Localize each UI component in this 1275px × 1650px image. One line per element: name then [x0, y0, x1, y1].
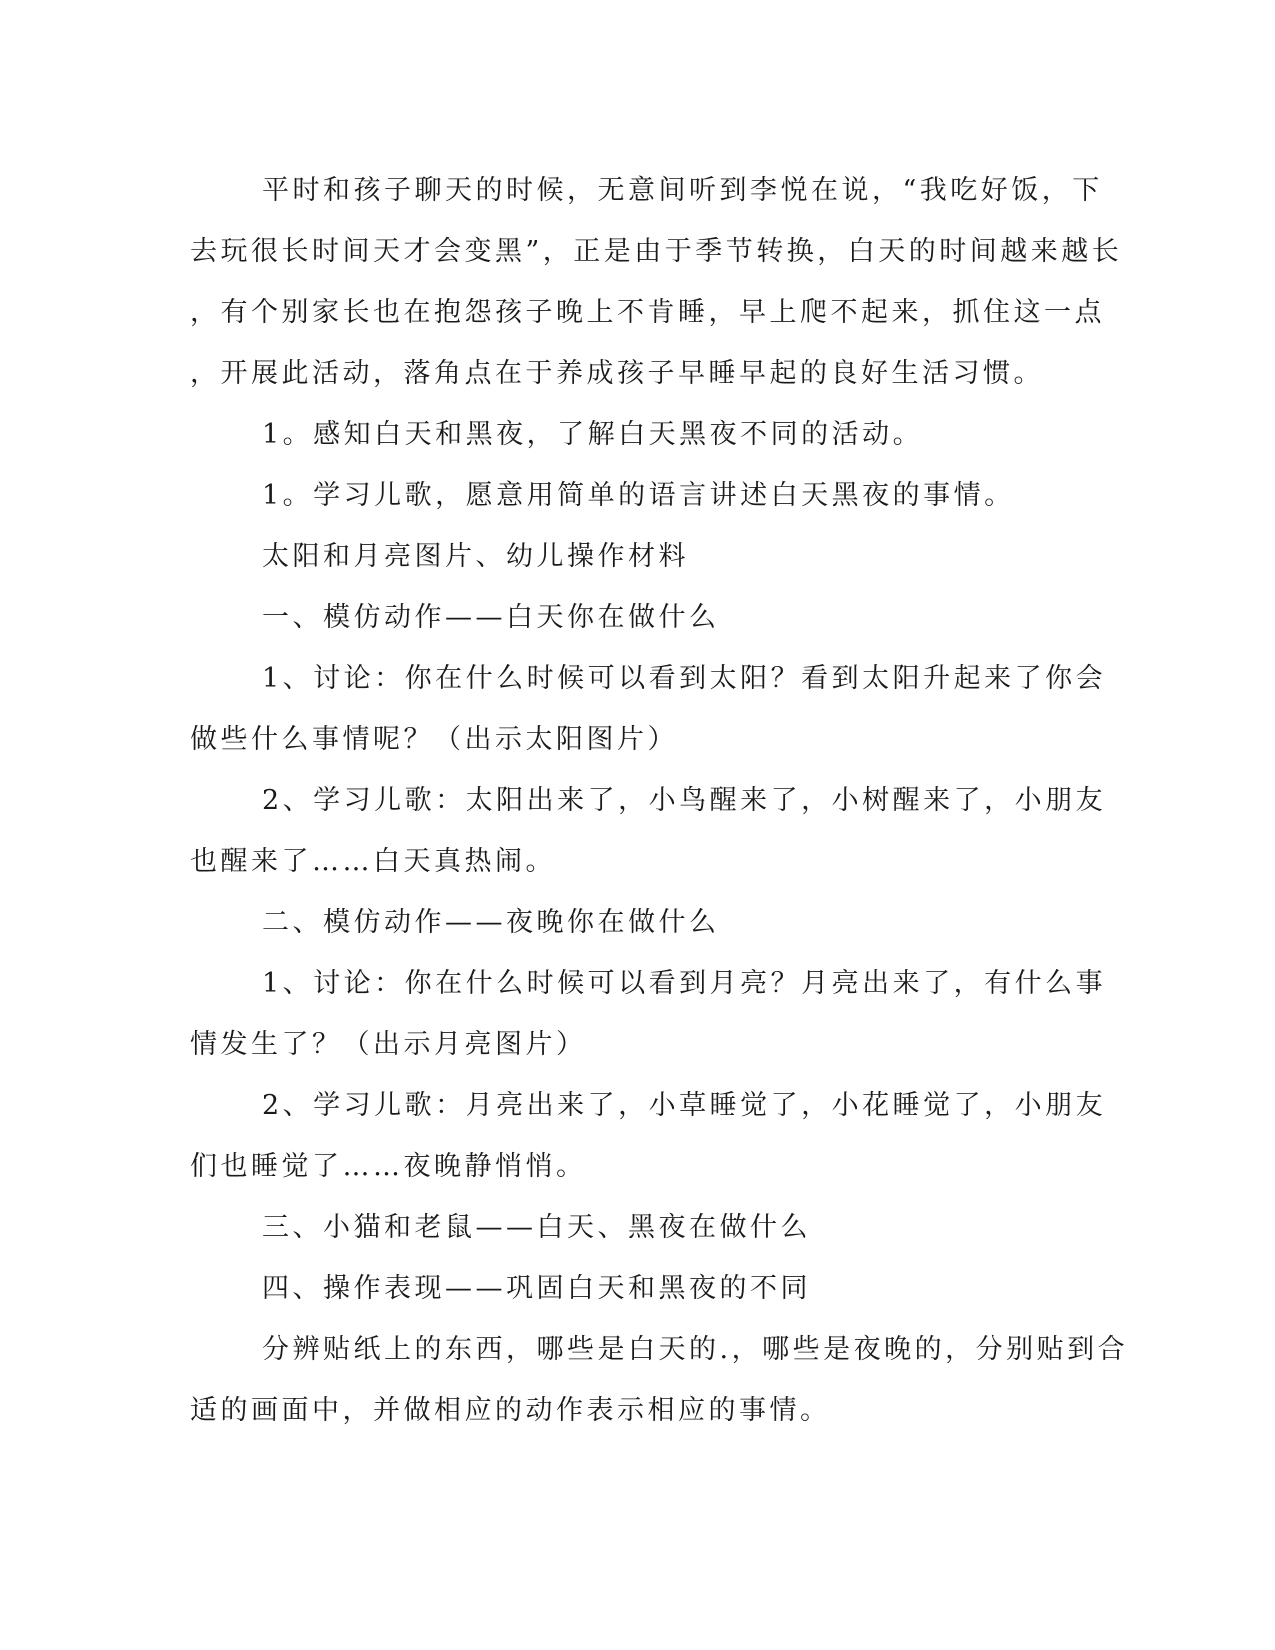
paragraph-line: 平时和孩子聊天的时候，无意间听到李悦在说，“我吃好饭，下	[262, 175, 1103, 206]
section-heading: 二、模仿动作——夜晚你在做什么	[262, 907, 720, 938]
paragraph-line: 去玩很长时间天才会变黑”，正是由于季节转换，白天的时间越来越长	[190, 236, 1123, 267]
section-heading: 四、操作表现——巩固白天和黑夜的不同	[262, 1273, 811, 1304]
paragraph-line: ，开展此活动，落角点在于养成孩子早睡早起的良好生活习惯。	[190, 358, 1044, 389]
paragraph-line: 们也睡觉了……夜晚静悄悄。	[190, 1151, 587, 1182]
paragraph-line: 2、学习儿歌：太阳出来了，小鸟醒来了，小树醒来了，小朋友	[262, 785, 1107, 816]
paragraph-line: 1、讨论：你在什么时候可以看到太阳？看到太阳升起来了你会	[262, 663, 1107, 694]
paragraph-line: ，有个别家长也在抱怨孩子晚上不肯睡，早上爬不起来，抓住这一点	[190, 297, 1105, 328]
paragraph-line: 2、学习儿歌：月亮出来了，小草睡觉了，小花睡觉了，小朋友	[262, 1090, 1107, 1121]
section-heading: 三、小猫和老鼠——白天、黑夜在做什么	[262, 1212, 811, 1243]
paragraph-line: 做些什么事情呢？（出示太阳图片）	[190, 724, 678, 755]
objective-line: 1。感知白天和黑夜，了解白天黑夜不同的活动。	[262, 419, 924, 450]
paragraph-line: 分辨贴纸上的东西，哪些是白天的.，哪些是夜晚的，分别贴到合	[262, 1334, 1129, 1365]
materials-line: 太阳和月亮图片、幼儿操作材料	[262, 541, 689, 572]
paragraph-line: 1、讨论：你在什么时候可以看到月亮？月亮出来了，有什么事	[262, 968, 1107, 999]
section-heading: 一、模仿动作——白天你在做什么	[262, 602, 720, 633]
paragraph-line: 也醒来了……白天真热闹。	[190, 846, 556, 877]
objective-line: 1。学习儿歌，愿意用简单的语言讲述白天黑夜的事情。	[262, 480, 1015, 511]
paragraph-line: 适的画面中，并做相应的动作表示相应的事情。	[190, 1395, 831, 1426]
paragraph-line: 情发生了？（出示月亮图片）	[190, 1029, 587, 1060]
